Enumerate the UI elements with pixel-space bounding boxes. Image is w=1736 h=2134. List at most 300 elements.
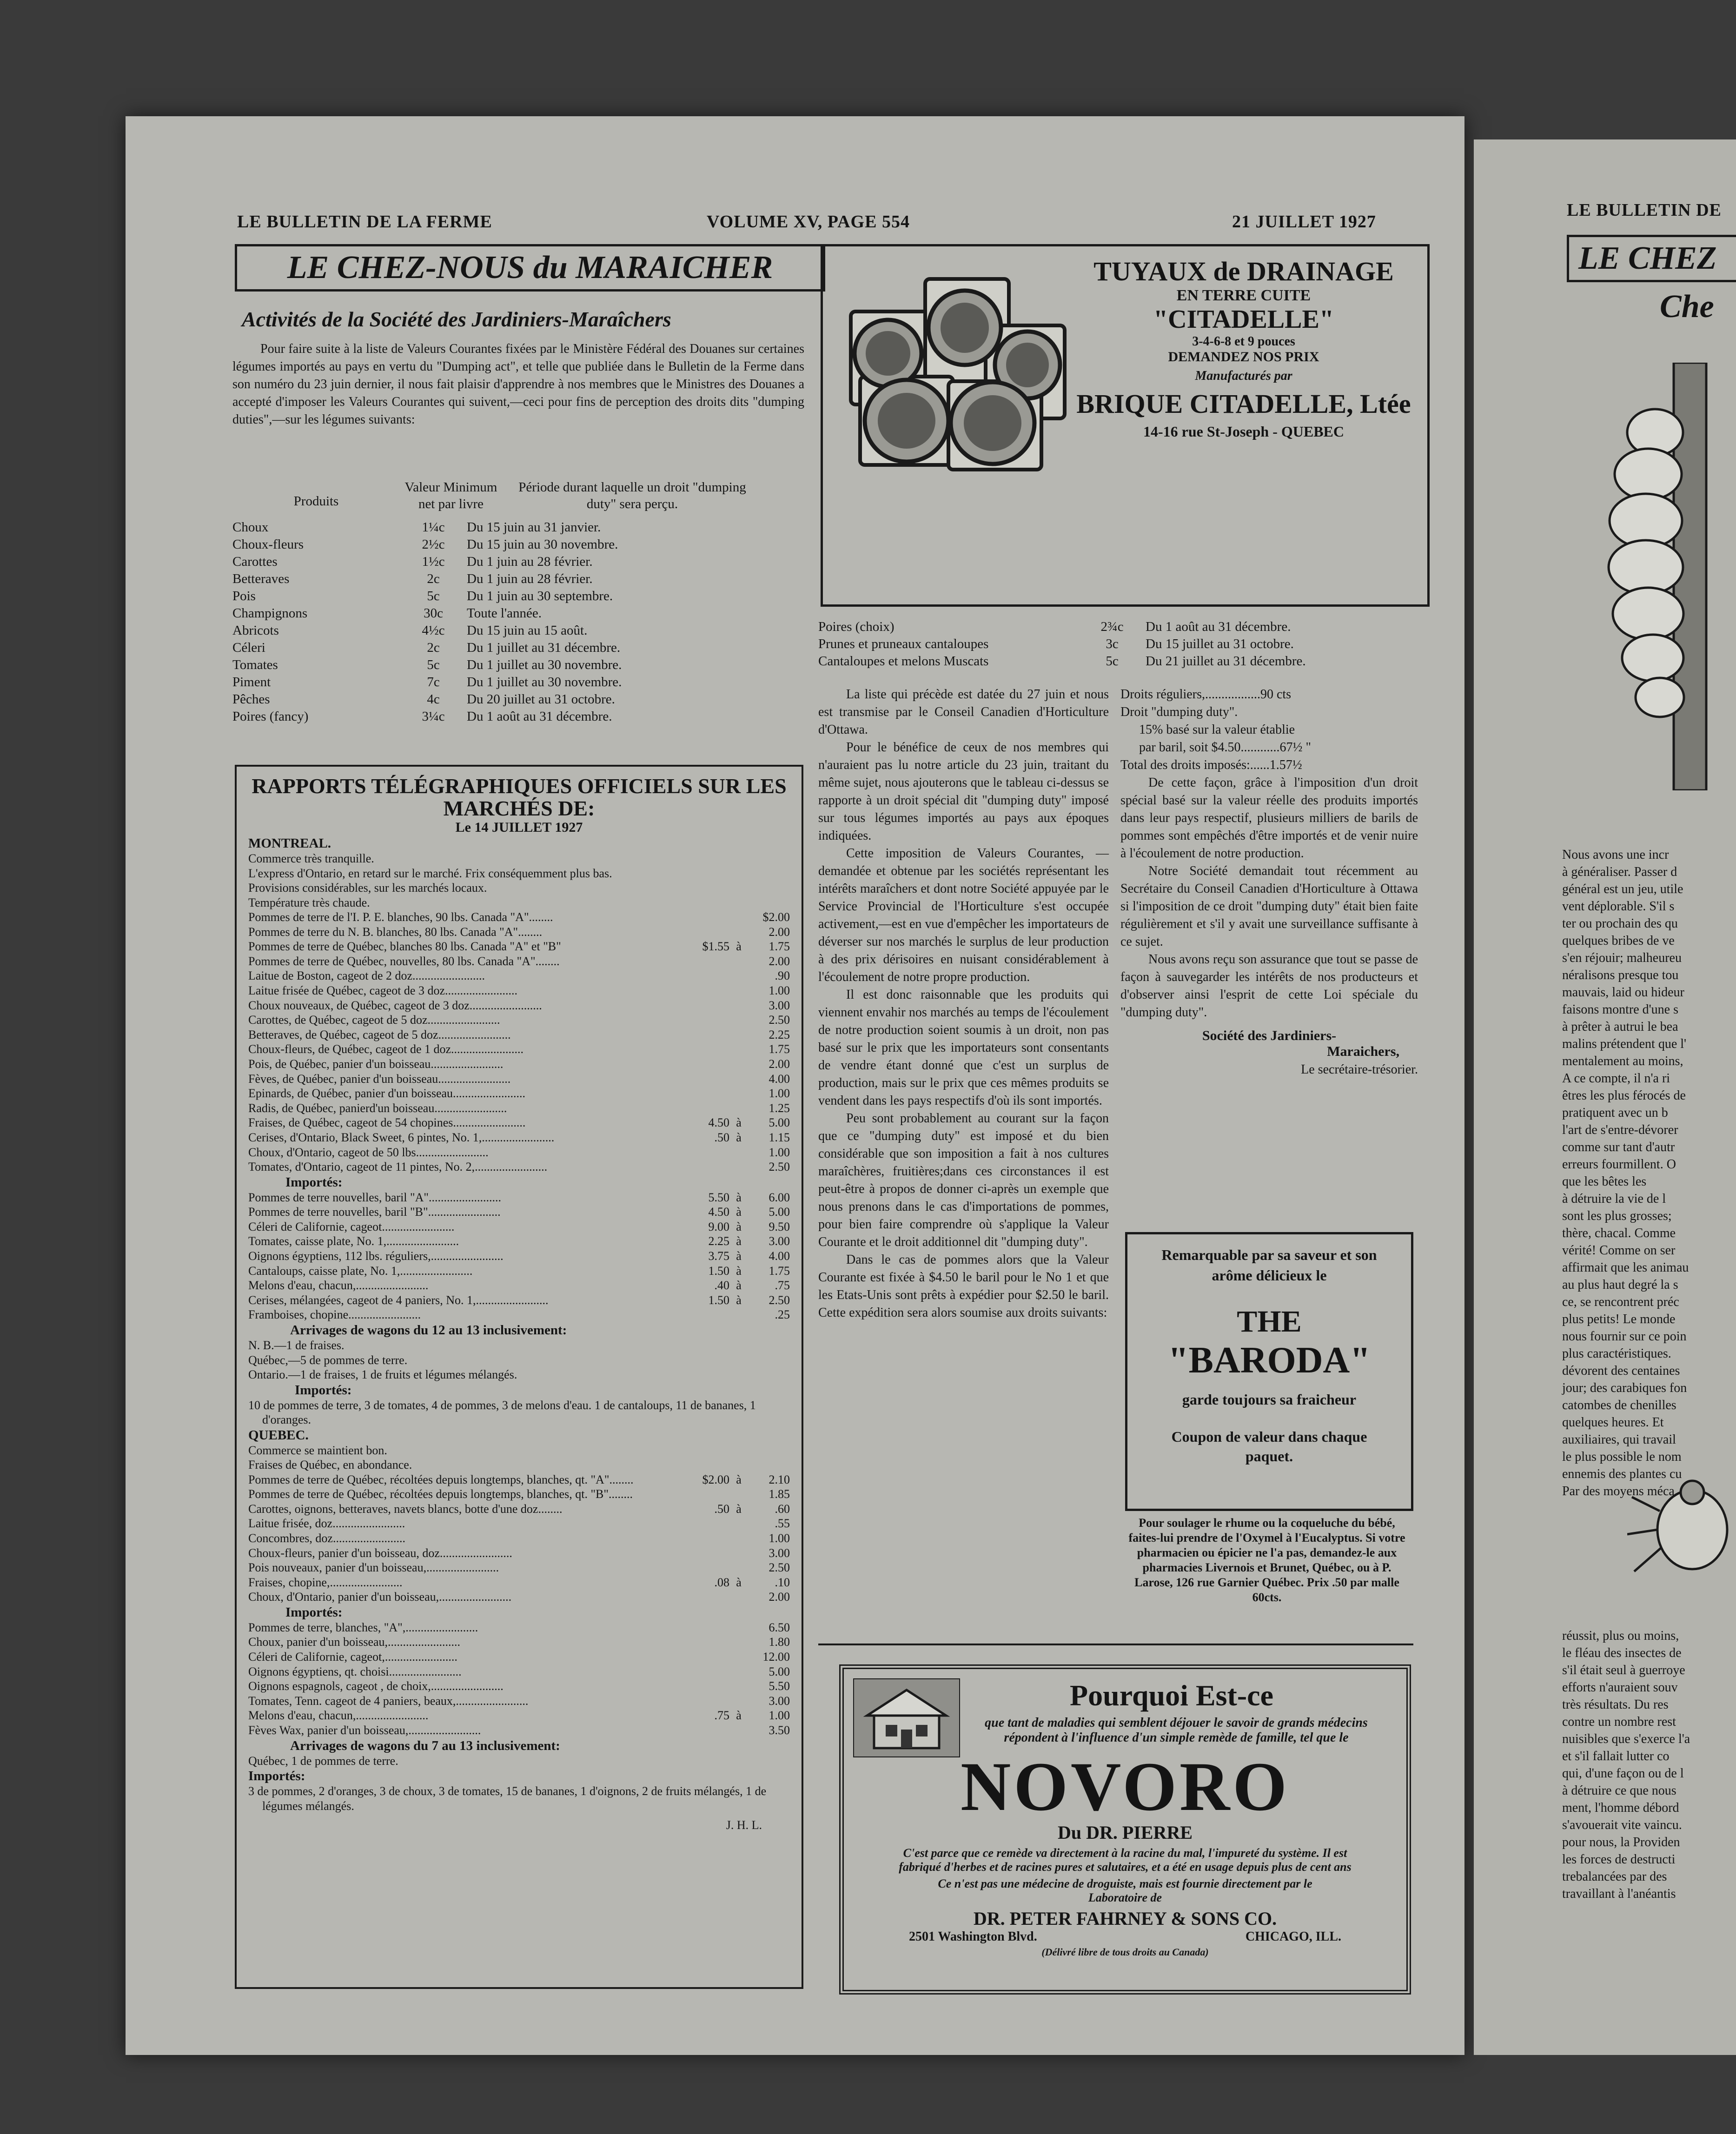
next-page-line: êtres les plus férocés de <box>1562 1088 1686 1103</box>
next-page-line: que les bêtes les <box>1562 1174 1647 1189</box>
drainage-ad-made-by: Manufacturés par <box>1195 369 1292 383</box>
next-page-line: erreurs fourmillent. O <box>1562 1157 1676 1172</box>
duty-per-barrel: par baril, soit $4.50............67½ " <box>1139 740 1311 755</box>
price-low <box>664 1145 729 1160</box>
ad-baroda-tea <box>1125 1232 1413 1511</box>
horizontal-rule <box>818 1644 1413 1645</box>
duty-product: Tomates <box>232 657 278 672</box>
price-item: Pois nouveaux, panier d'un boisseau,........................ <box>248 1561 499 1575</box>
next-page-line: quelques heures. Et <box>1562 1415 1664 1430</box>
price-row <box>248 1072 790 1087</box>
price-separator <box>729 1664 748 1679</box>
price-separator: à <box>736 1264 742 1278</box>
society-signature-1: Société des Jardiniers- <box>1202 1028 1337 1043</box>
intro-text: Pour faire suite à la liste de Valeurs Courantes fixées par le Ministère Fédéral des Douanes sur certaines légumes importés au pays en vertu du "Dumping act", et telle que publiée dans le Bulletin de la Ferme dans son numéro du 23 juin dernier, il nous fait plaisir d'apprendre à nos membres que le Ministres des Douanes a accepté d'imposer les Valeurs Courantes qui suivent,—ceci pour fins de perception des droits dits "dumping duties",—sur les légumes suivants: <box>232 342 804 427</box>
price-high: 1.75 <box>769 940 790 954</box>
quebec-imports-heading: Importés: <box>285 1604 343 1620</box>
price-row <box>248 1264 790 1279</box>
duty-rows <box>232 519 627 725</box>
price-low <box>664 1072 729 1087</box>
middle-p1: La liste qui précède est datée du 27 juin et nous est transmise par le Conseil Canadien d'Horticulture d'Ottawa. <box>818 687 1109 737</box>
next-page-line: mentalement au moins, <box>1562 1054 1683 1068</box>
montreal-imports-heading: Importés: <box>285 1174 343 1190</box>
next-page-text-b <box>1562 1627 1736 1902</box>
duty-row <box>232 674 627 691</box>
next-page-line: qui, d'une façon ou de l <box>1562 1766 1684 1781</box>
price-item: Cerises, d'Ontario, Black Sweet, 6 pintes, No. 1,........................ <box>248 1130 555 1144</box>
farmhouse-illustration <box>853 1678 960 1757</box>
price-row <box>248 1234 790 1249</box>
price-separator <box>729 1027 748 1042</box>
price-item: Concombres, doz........................ <box>248 1531 405 1545</box>
price-row <box>248 1502 790 1517</box>
price-high: .55 <box>775 1517 790 1531</box>
montreal-notes <box>248 851 790 910</box>
next-page-line: malins prétendent que l' <box>1562 1037 1687 1051</box>
next-page-line: ter ou prochain des qu <box>1562 916 1678 931</box>
arrivals-heading-2: Arrivages de wagons du 7 au 13 inclusivement: <box>290 1738 560 1753</box>
duty-value: 5c <box>1106 654 1119 669</box>
next-page-line: ennemis des plantes cu <box>1562 1467 1682 1481</box>
price-low <box>664 1694 729 1709</box>
price-separator <box>729 925 748 940</box>
arrivals-imports-2: 3 de pommes, 2 d'oranges, 3 de choux, 3 de tomates, 15 de bananes, 1 d'oignons, 2 de fruits mélangés, 1 de légumes mélangés. <box>248 1784 767 1813</box>
drainage-ad-address: 14-16 rue St-Joseph - QUEBEC <box>1143 423 1344 440</box>
price-separator: à <box>736 1205 742 1219</box>
middle-column <box>818 686 1109 1322</box>
price-row <box>248 1219 790 1234</box>
price-high: 3.50 <box>769 1723 790 1737</box>
price-low <box>664 925 729 940</box>
arrival-line: Québec,—5 de pommes de terre. <box>248 1353 408 1367</box>
montreal-note: Température très chaude. <box>248 895 370 909</box>
next-page-line: le plus possible le nom <box>1562 1450 1682 1464</box>
price-separator: à <box>736 1249 742 1263</box>
next-page-line: comme sur tant d'autr <box>1562 1140 1675 1154</box>
price-item: Radis, de Québec, panierd'un boisseau........................ <box>248 1101 507 1115</box>
price-high: 1.25 <box>769 1101 790 1115</box>
next-page-line: pour nous, la Providen <box>1562 1835 1680 1849</box>
price-high: 3.00 <box>769 1694 790 1708</box>
price-low: $1.55 <box>702 940 729 954</box>
price-separator: à <box>736 1709 742 1723</box>
duty-row <box>232 639 627 656</box>
duty-value: 2c <box>427 640 440 655</box>
drainage-ad-line2: EN TERRE CUITE <box>1176 287 1311 304</box>
price-low <box>664 1546 729 1561</box>
duty-period: Du 15 juin au 15 août. <box>467 623 588 638</box>
next-page-line: quelques bribes de ve <box>1562 934 1675 948</box>
beetle-illustration <box>1627 1474 1736 1576</box>
price-item: Pommes de terre nouvelles, baril "A"........................ <box>248 1190 502 1204</box>
next-page-line: thère, chacal. Comme <box>1562 1226 1676 1240</box>
price-item: Laitue de Boston, cageot de 2 doz........................ <box>248 969 485 983</box>
price-low <box>664 1664 729 1679</box>
price-high: .60 <box>775 1502 790 1516</box>
price-row <box>248 1723 790 1738</box>
price-separator: à <box>736 1116 742 1130</box>
price-row <box>248 925 790 940</box>
duty-rows-continued <box>818 618 1312 670</box>
price-high: 1.75 <box>769 1264 790 1278</box>
price-row <box>248 1664 790 1679</box>
duty-value: 5c <box>427 657 440 672</box>
duty-product: Betteraves <box>232 571 290 586</box>
price-high: 2.50 <box>769 1013 790 1027</box>
price-low <box>664 954 729 969</box>
middle-p3: Cette imposition de Valeurs Courantes, —demandée et obtenue par les sociétés représentant les intérêts maraîchers et dont notre Société appuyée par le Service Provincial de l'Horticulture s'est occupée activement,—est en vue d'empêcher les importateurs de déverser sur nos marchés le surplus de leur production à des prix dérisoires en nuisant considérablement à l'écoulement de notre propre production. <box>818 846 1109 984</box>
next-page-line: Nous avons une incr <box>1562 848 1669 862</box>
price-high: 3.00 <box>769 1234 790 1248</box>
price-item: Framboises, chopine........................ <box>248 1308 421 1322</box>
montreal-prices <box>248 910 790 1174</box>
price-row <box>248 1694 790 1709</box>
next-page-line: plus caractéristiques. <box>1562 1346 1671 1361</box>
price-separator <box>729 1101 748 1116</box>
price-row <box>248 1590 790 1604</box>
price-low <box>664 1590 729 1604</box>
price-item: Oignons espagnols, cageot , de choix,........................ <box>248 1679 504 1693</box>
price-item: Choux nouveaux, de Québec, cageot de 3 doz........................ <box>248 998 542 1012</box>
price-separator <box>729 1516 748 1531</box>
drainage-ad-sizes: 3-4-6-8 et 9 pouces <box>1192 334 1295 349</box>
duty-product: Champignons <box>232 606 308 621</box>
next-page-line: efforts n'auraient souv <box>1562 1680 1678 1695</box>
price-item: Choux, d'Ontario, cageot de 50 lbs........................ <box>248 1145 489 1159</box>
drainage-pipes-illustration <box>832 260 1074 474</box>
next-page-line: mauvais, laid ou hideur <box>1562 985 1684 1000</box>
price-high: 6.50 <box>769 1620 790 1634</box>
price-item: Pommes de terre de Québec, récoltées depuis longtemps, blanches, qt. "B"........ <box>248 1487 633 1501</box>
next-page-line: à prêter à autrui le bea <box>1562 1020 1678 1034</box>
price-row <box>248 1130 790 1145</box>
price-row <box>248 1516 790 1531</box>
price-low <box>664 1516 729 1531</box>
price-high: 2.00 <box>769 1057 790 1071</box>
duty-product: Choux-fleurs <box>232 537 304 552</box>
duty-period: Du 15 juin au 31 janvier. <box>467 520 601 535</box>
price-high: 1.00 <box>769 983 790 997</box>
duty-period: Du 1 juillet au 31 décembre. <box>467 640 621 655</box>
duty-product: Abricots <box>232 623 279 638</box>
price-row <box>248 968 790 983</box>
price-high: 1.00 <box>769 1531 790 1545</box>
price-separator <box>729 1042 748 1057</box>
quebec-note: Commerce se maintient bon. <box>248 1443 387 1457</box>
next-page-line: à généraliser. Passer d <box>1562 865 1677 879</box>
next-page-line: sont les plus grosses; <box>1562 1209 1672 1223</box>
arrival-line: N. B.—1 de fraises. <box>248 1339 345 1352</box>
duty-period: Du 1 juin au 28 février. <box>467 554 593 569</box>
price-separator: à <box>736 1279 742 1292</box>
duty-period: Du 1 juillet au 30 novembre. <box>467 657 622 672</box>
ad-drainage-pipes <box>821 244 1430 607</box>
market-reports-title: RAPPORTS TÉLÉGRAPHIQUES OFFICIELS SUR LES MARCHÉS DE: <box>252 774 787 820</box>
novoro-ad-note: Ce n'est pas une médecine de droguiste, mais est fournie directement par le Laboratoire de <box>938 1877 1312 1904</box>
price-low <box>664 983 729 998</box>
right-p1: De cette façon, grâce à l'imposition d'un droit spécial basé sur la valeur réelle des produits importés dans leur pays respectif, plusieurs milliers de barils de pommes sont empêchés d'être importés et de venir nuire à l'écoulement de notre production. <box>1120 775 1418 861</box>
price-high: 5.00 <box>769 1116 790 1130</box>
duty-row <box>232 605 627 622</box>
price-high: 2.25 <box>769 1027 790 1041</box>
report-signature: J. H. L. <box>726 1818 762 1832</box>
price-item: Pommes de terre du N. B. blanches, 80 lbs. Canada "A"........ <box>248 925 543 939</box>
duty-row <box>232 519 627 536</box>
price-row <box>248 1190 790 1205</box>
duty-regular: Droits réguliers,.................90 cts <box>1120 687 1292 702</box>
price-separator <box>729 968 748 983</box>
novoro-ad-street: 2501 Washington Blvd. <box>909 1929 1037 1944</box>
price-item: Epinards, de Québec, panier d'un boisseau........................ <box>248 1087 526 1100</box>
price-low: $2.00 <box>702 1472 729 1486</box>
right-p2: Notre Société demandait tout récemment au Secrétaire du Conseil Canadien d'Horticulture à Ottawa si l'imposition de ce droit "dumping duty" était bien faite régulièrement et s'il y avait une surveillance suffisante à ce sujet. <box>1120 864 1418 949</box>
next-page-line: jour; des carabiques fon <box>1562 1381 1687 1395</box>
oxymel-notice: Pour soulager le rhume ou la coqueluche du bébé, faites-lui prendre de l'Oxymel à l'Eucalyptus. Si votre pharmacien ou épicier ne l'a pas, demandez-le aux pharmacies Livernois et Brunet, Québec, ou à P. Larose, 126 rue Garnier Québec. Prix .50 par malle 60cts. <box>1128 1516 1405 1604</box>
novoro-ad-brand: NOVORO <box>961 1748 1290 1825</box>
price-item: Cantaloups, caisse plate, No. 1,........................ <box>248 1264 473 1278</box>
society-signature-3: Le secrétaire-trésorier. <box>1301 1062 1418 1077</box>
novoro-ad-question: Pourquoi Est-ce <box>1070 1679 1273 1712</box>
price-high: 2.10 <box>769 1472 790 1486</box>
society-signature-2: Maraichers, <box>1327 1044 1399 1059</box>
next-page-line: affirmait que les animau <box>1562 1260 1689 1275</box>
ad-novoro <box>839 1664 1411 1995</box>
price-separator: à <box>736 1130 742 1144</box>
novoro-ad-customs: (Délivré libre de tous droits au Canada) <box>1041 1946 1209 1958</box>
price-high: 1.15 <box>769 1130 790 1144</box>
price-row <box>248 1575 790 1590</box>
price-high: 1.85 <box>769 1487 790 1501</box>
price-separator <box>729 1694 748 1709</box>
duty-value: 4½c <box>422 623 445 638</box>
price-low <box>664 1560 729 1575</box>
price-separator <box>729 1145 748 1160</box>
next-page-line: nous fournir sur ce poin <box>1562 1329 1687 1344</box>
arrivals-list-2: Québec, 1 de pommes de terre. <box>248 1754 398 1768</box>
duty-value: 30c <box>424 606 443 621</box>
price-separator <box>729 1531 748 1546</box>
duty-product: Prunes et pruneaux cantaloupes <box>818 636 989 651</box>
price-separator: à <box>736 940 742 954</box>
price-high: 1.00 <box>769 1087 790 1100</box>
price-separator <box>729 1487 748 1502</box>
price-high: 1.75 <box>769 1042 790 1056</box>
price-separator <box>729 1635 748 1650</box>
price-item: Pommes de terre de Québec, nouvelles, 80 lbs. Canada "A"........ <box>248 954 560 968</box>
price-separator <box>729 983 748 998</box>
price-separator <box>729 1679 748 1694</box>
price-low: 4.50 <box>708 1205 729 1219</box>
next-page-line: ment, l'homme débord <box>1562 1801 1679 1815</box>
price-low: .50 <box>714 1502 729 1516</box>
novoro-ad-city: CHICAGO, ILL. <box>1245 1929 1341 1944</box>
drainage-ad-brand: "CITADELLE" <box>1153 305 1334 334</box>
price-row <box>248 910 790 925</box>
price-row <box>248 1013 790 1027</box>
montreal-note: L'express d'Ontario, en retard sur le marché. Frix conséquemment plus bas. <box>248 866 612 880</box>
price-separator <box>729 1620 748 1635</box>
next-page-line: vent déplorable. S'il s <box>1562 899 1675 914</box>
next-page-line: ce, se rencontrent préc <box>1562 1295 1679 1309</box>
price-item: Tomates, caisse plate, No. 1,........................ <box>248 1234 459 1248</box>
price-item: Melons d'eau, chacun,........................ <box>248 1279 429 1292</box>
price-low <box>664 1027 729 1042</box>
duty-row <box>232 656 627 674</box>
price-item: Pommes de terre, blanches, "A",........................ <box>248 1620 478 1634</box>
drainage-ad-prices: DEMANDEZ NOS PRIX <box>1168 349 1319 365</box>
right-p3: Nous avons reçu son assurance que tout se passe de façon à sauvegarder les intérêts de nos producteurs et d'observer ainsi l'esprit de cette Loi spéciale du "dumping duty". <box>1120 952 1418 1020</box>
price-separator <box>729 1307 748 1322</box>
duty-value: 7c <box>427 675 440 689</box>
duty-total: Total des droits imposés:......1.57½ <box>1120 758 1302 772</box>
price-item: Fraises, de Québec, cageot de 54 chopines........................ <box>248 1116 526 1130</box>
duty-period: Toute l'année. <box>467 606 542 621</box>
price-item: Tomates, d'Ontario, cageot de 11 pintes, No. 2,........................ <box>248 1160 548 1174</box>
duty-value: 2c <box>427 571 440 586</box>
price-low <box>664 1101 729 1116</box>
montreal-note: Commerce très tranquille. <box>248 852 374 865</box>
duty-row <box>818 618 1312 636</box>
duty-product: Pêches <box>232 692 270 707</box>
middle-p2: Pour le bénéfice de ceux de nos membres qui n'auraient pas lu notre article du 23 juin, traitant du même sujet, nous ajouterons que le tableau ci-dessus se rapporte à un droit spécial dit "dumping duty" imposé sur tous légumes importés au pays aux époques indiquées. <box>818 740 1109 843</box>
price-item: Oignons égyptiens, qt. choisi........................ <box>248 1664 462 1678</box>
price-row <box>248 1487 790 1502</box>
arrival-line: Ontario.—1 de fraises, 1 de fruits et légumes mélangés. <box>248 1368 517 1382</box>
duty-period: Du 21 juillet au 31 décembre. <box>1146 654 1306 669</box>
price-high: 1.00 <box>769 1145 790 1159</box>
price-item: Laitue frisée, doz........................ <box>248 1517 405 1531</box>
price-item: Carottes, de Québec, cageot de 5 doz........................ <box>248 1013 500 1027</box>
newspaper-page <box>126 116 1464 2055</box>
price-low: .08 <box>714 1575 729 1589</box>
price-high: 4.00 <box>769 1072 790 1086</box>
next-page-line: auxiliaires, qui travail <box>1562 1432 1676 1447</box>
header-date: 21 JUILLET 1927 <box>1232 212 1376 232</box>
price-separator <box>729 1057 748 1072</box>
next-page-line: réussit, plus ou moins, <box>1562 1629 1679 1643</box>
next-page-line: à détruire ce que nous <box>1562 1783 1676 1798</box>
duty-product: Choux <box>232 520 269 535</box>
price-low <box>664 1723 729 1738</box>
price-high: 1.80 <box>769 1635 790 1649</box>
price-item: Pois, de Québec, panier d'un boisseau........................ <box>248 1057 504 1071</box>
arrivals-imports-heading-1: Importés: <box>295 1382 352 1398</box>
price-low <box>664 1635 729 1650</box>
duty-value: 1½c <box>422 554 445 569</box>
price-separator: à <box>736 1502 742 1516</box>
price-row <box>248 1560 790 1575</box>
price-high: 3.00 <box>769 998 790 1012</box>
price-high: .25 <box>775 1308 790 1322</box>
next-page-line: s'avouerait vite vaincu. <box>1562 1818 1682 1832</box>
duty-period: Du 15 juillet au 31 octobre. <box>1146 636 1294 651</box>
price-row <box>248 1278 790 1293</box>
novoro-ad-doctor: Du DR. PIERRE <box>1057 1822 1193 1843</box>
price-low <box>664 998 729 1013</box>
price-high: 5.50 <box>769 1679 790 1693</box>
price-item: Betteraves, de Québec, cageot de 5 doz........................ <box>248 1027 511 1041</box>
price-separator <box>729 1072 748 1087</box>
price-separator <box>729 1590 748 1604</box>
price-separator: à <box>736 1293 742 1307</box>
price-row <box>248 1027 790 1042</box>
arrivals-heading-1: Arrivages de wagons du 12 au 13 inclusivement: <box>290 1323 567 1338</box>
price-high: .75 <box>775 1279 790 1292</box>
next-page-line: A ce compte, il n'a ri <box>1562 1071 1670 1086</box>
duty-product: Poires (choix) <box>818 619 895 634</box>
baroda-ad-the: THE <box>1237 1305 1302 1339</box>
next-page-line: néralisons presque tou <box>1562 968 1679 982</box>
duty-value: 2½c <box>422 537 445 552</box>
montreal-heading: MONTREAL. <box>248 836 331 851</box>
next-page-line: pratiquent avec un b <box>1562 1106 1668 1120</box>
price-high: 5.00 <box>769 1205 790 1219</box>
price-item: Carottes, oignons, betteraves, navets blancs, botte d'une doz........ <box>248 1502 563 1516</box>
market-reports-box <box>235 765 803 1989</box>
price-row <box>248 1546 790 1561</box>
price-row <box>248 1249 790 1264</box>
duty-product: Pois <box>232 589 256 603</box>
price-separator <box>729 954 748 969</box>
price-row <box>248 1101 790 1116</box>
header-volume: VOLUME XV, PAGE 554 <box>707 212 910 232</box>
price-item: Cerises, mélangées, cageot de 4 paniers, No. 1,........................ <box>248 1293 549 1307</box>
middle-p4: Il est donc raisonnable que les produits qui viennent envahir nos marchés au temps de l'écoulement de notre production soient soumis à un droit, non pas basé sur le prix que les importateurs sont consentants de vendre étant donné que c'est un surplus de production, mais sur le prix que ces mêmes produits se vendent dans les pays respectifs d'où ils sont importés. <box>818 987 1109 1108</box>
price-row <box>248 1293 790 1308</box>
price-high: .10 <box>775 1575 790 1589</box>
price-row <box>248 1650 790 1664</box>
price-row <box>248 1472 790 1487</box>
arrivals-imports-1: 10 de pommes de terre, 3 de tomates, 4 de pommes, 3 de melons d'eau. 1 de cantaloups, 11 de bananes, 1 d'oranges. <box>248 1398 756 1427</box>
next-page-line: et s'il fallait lutter co <box>1562 1749 1670 1763</box>
price-row <box>248 1115 790 1130</box>
price-row <box>248 939 790 954</box>
price-high: 9.50 <box>769 1219 790 1233</box>
next-page-line: plus petits! Le monde <box>1562 1312 1676 1326</box>
price-separator <box>729 1086 748 1101</box>
price-high: 2.50 <box>769 1561 790 1575</box>
next-page-subtitle: Che <box>1660 289 1714 325</box>
market-reports-date: Le 14 JUILLET 1927 <box>455 820 583 835</box>
price-row <box>248 1160 790 1174</box>
drainage-ad-heading: TUYAUX de DRAINAGE <box>1093 256 1394 286</box>
price-row <box>248 1708 790 1723</box>
duty-period: Du 15 juin au 30 novembre. <box>467 537 618 552</box>
intro-paragraph <box>232 340 804 429</box>
price-separator <box>729 998 748 1013</box>
price-row <box>248 1057 790 1072</box>
next-page-line: contre un nombre rest <box>1562 1715 1676 1729</box>
middle-p6: Dans le cas de pommes alors que la Valeur Courante est fixée à $4.50 le baril pour le No 1 et que les Etats-Unis sont prêts à expédier pour $2.50 le baril. Cette expédition sera alors soumise aux droits suivants: <box>818 1253 1109 1320</box>
price-high: .90 <box>775 969 790 983</box>
col-head-products: Produits <box>293 494 339 509</box>
price-row <box>248 1679 790 1694</box>
next-page-line: dévorent des centaines <box>1562 1364 1680 1378</box>
price-low <box>664 1487 729 1502</box>
price-row <box>248 1307 790 1322</box>
duty-table <box>232 479 804 725</box>
next-page-line: le fléau des insectes de <box>1562 1646 1682 1660</box>
price-row <box>248 1086 790 1101</box>
price-separator <box>729 1723 748 1738</box>
price-low: .50 <box>714 1130 729 1144</box>
price-low: 5.50 <box>708 1190 729 1204</box>
price-low <box>664 910 729 925</box>
price-high: 2.50 <box>769 1293 790 1307</box>
quebec-heading: QUEBEC. <box>248 1427 309 1443</box>
price-separator <box>729 910 748 925</box>
next-page-line: au plus haut degré la s <box>1562 1278 1678 1292</box>
